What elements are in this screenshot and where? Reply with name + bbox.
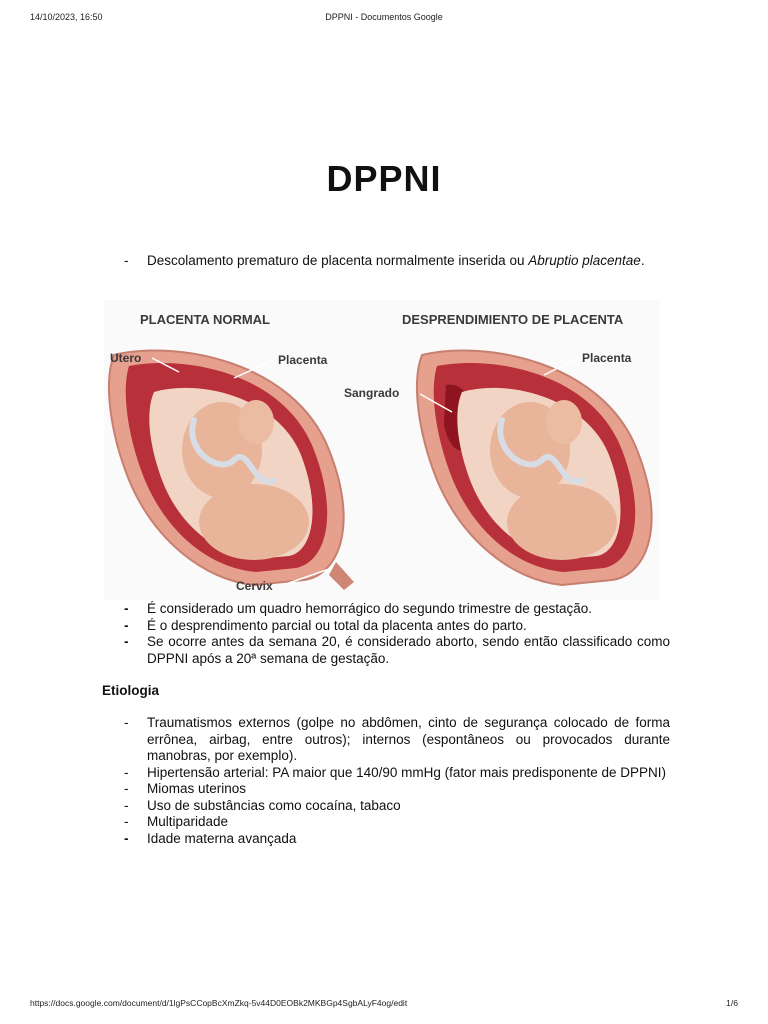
- label-sangrado: Sangrado: [344, 386, 400, 400]
- list-item: [124, 634, 670, 667]
- intro-list: [124, 253, 670, 270]
- etiologia-item-text: Idade materna avançada: [147, 830, 297, 846]
- bullet-dash: -: [124, 715, 129, 730]
- document-title: DPPNI: [326, 158, 442, 199]
- fact-text: É considerado um quadro hemorrágico do segundo trimestre de gestação.: [147, 601, 593, 616]
- intro-end: .: [640, 253, 645, 268]
- placenta-figure: [104, 300, 660, 600]
- list-item: [124, 831, 670, 848]
- list-item: [124, 765, 670, 782]
- etiologia-item-text: Uso de substâncias como cocaína, tabaco: [147, 797, 401, 813]
- bullet-dash: -: [124, 764, 129, 780]
- label-placenta-normal: Placenta: [278, 353, 328, 367]
- etiologia-list: [124, 715, 670, 847]
- etiologia-item-text: Traumatismos externos (golpe no abdômen, cinto de segurança colocado de forma errônea, airbag, entre outros); internos (espontâneos ou provocados durante manobras, por exemplo).: [147, 715, 670, 763]
- print-doc-title: DPPNI - Documentos Google: [325, 12, 443, 22]
- list-item: [124, 814, 670, 831]
- print-footer: [30, 998, 738, 1012]
- bullet-dash: -: [124, 601, 129, 616]
- print-datetime: 14/10/2023, 16:50: [30, 12, 103, 22]
- document-url-link[interactable]: https://docs.google.com/document/d/1lgPsCCopBcXmZkq-5v44D0EOBk2MKBGp4SgbALyF4og/edit: [30, 998, 408, 1008]
- bullet-dash: -: [124, 253, 129, 268]
- label-placenta-abruption: Placenta: [582, 351, 632, 365]
- list-item: [124, 601, 670, 618]
- list-item: [124, 715, 670, 765]
- fact-text: É o desprendimento parcial ou total da placenta antes do parto.: [147, 617, 527, 633]
- figure-title-abruption: DESPRENDIMIENTO DE PLACENTA: [402, 312, 624, 327]
- etiologia-item-text: Multiparidade: [147, 814, 229, 829]
- bullet-dash: -: [124, 830, 129, 846]
- bullet-dash: -: [124, 617, 129, 633]
- label-utero: Utero: [110, 351, 142, 365]
- list-item: [124, 798, 670, 815]
- normal-uterus-drawing: [109, 350, 354, 590]
- facts-list: [124, 601, 670, 667]
- intro-italic-term: Abruptio placentae: [528, 253, 641, 268]
- bullet-dash: -: [124, 634, 129, 649]
- bullet-dash: -: [124, 781, 129, 796]
- list-item: [124, 253, 670, 270]
- abruption-uterus-drawing: [417, 350, 652, 585]
- list-item: [124, 781, 670, 798]
- print-header: [30, 12, 738, 26]
- list-item: [124, 618, 670, 635]
- section-heading-etiologia: Etiologia: [102, 683, 159, 698]
- bullet-dash: -: [124, 797, 129, 813]
- bullet-dash: -: [124, 814, 129, 829]
- page-number: 1/6: [726, 998, 738, 1008]
- fact-text: Se ocorre antes da semana 20, é considerado aborto, sendo então classificado como DPPNI após a 20ª semana de gestação.: [147, 634, 670, 666]
- intro-text: Descolamento prematuro de placenta normalmente inserida ou: [147, 253, 529, 268]
- figure-title-normal: PLACENTA NORMAL: [140, 312, 270, 327]
- etiologia-item-text: Miomas uterinos: [147, 781, 247, 796]
- etiologia-item-text: Hipertensão arterial: PA maior que 140/90 mmHg (fator mais predisponente de DPPNI): [147, 764, 666, 780]
- label-cervix: Cervix: [236, 579, 273, 593]
- placenta-illustration: [104, 300, 660, 600]
